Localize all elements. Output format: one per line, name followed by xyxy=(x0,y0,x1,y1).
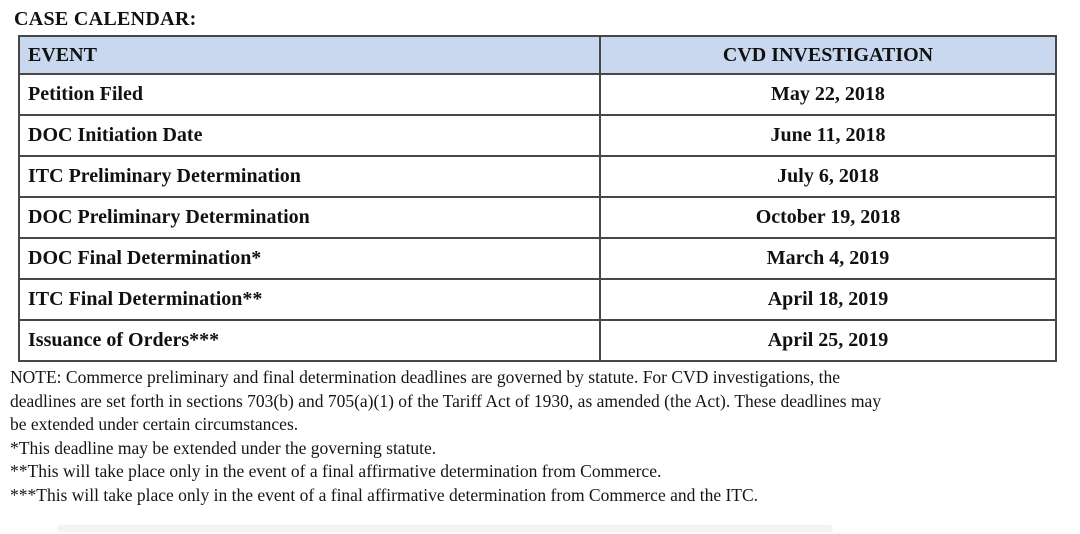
date-cell: June 11, 2018 xyxy=(600,115,1056,156)
table-header-row xyxy=(19,36,1056,74)
table-row xyxy=(19,115,1056,156)
date-cell: October 19, 2018 xyxy=(600,197,1056,238)
document-page xyxy=(0,8,1080,507)
event-cell: Issuance of Orders*** xyxy=(19,320,600,361)
footnote-triple-asterisk: ***This will take place only in the event of a final affirmative determination from Commerce and the ITC. xyxy=(10,484,759,505)
table-row xyxy=(19,197,1056,238)
note-line: NOTE: Commerce preliminary and final determination deadlines are governed by statute. For CVD investigations, the xyxy=(10,367,841,387)
case-calendar-table xyxy=(18,35,1057,362)
date-cell: April 18, 2019 xyxy=(600,279,1056,320)
horizontal-scrollbar[interactable] xyxy=(57,525,833,532)
date-cell: April 25, 2019 xyxy=(600,320,1056,361)
note-line: be extended under certain circumstances. xyxy=(10,414,299,434)
table-row xyxy=(19,320,1056,361)
date-cell: March 4, 2019 xyxy=(600,238,1056,279)
table-row xyxy=(19,279,1056,320)
column-header-event: EVENT xyxy=(19,36,600,74)
event-cell: DOC Preliminary Determination xyxy=(19,197,600,238)
column-header-cvd-investigation: CVD INVESTIGATION xyxy=(600,36,1056,74)
event-cell: ITC Final Determination** xyxy=(19,279,600,320)
event-cell: ITC Preliminary Determination xyxy=(19,156,600,197)
event-cell: Petition Filed xyxy=(19,74,600,115)
event-cell: DOC Initiation Date xyxy=(19,115,600,156)
table-row xyxy=(19,156,1056,197)
note-line: deadlines are set forth in sections 703(b) and 705(a)(1) of the Tariff Act of 1930, as amended (the Act). These deadlines may xyxy=(10,390,882,411)
date-cell: May 22, 2018 xyxy=(600,74,1056,115)
footnote-single-asterisk: *This deadline may be extended under the governing statute. xyxy=(10,437,437,458)
table-row xyxy=(19,238,1056,279)
footnote-double-asterisk: **This will take place only in the event of a final affirmative determination from Commerce. xyxy=(10,461,662,481)
date-cell: July 6, 2018 xyxy=(600,156,1056,197)
event-cell: DOC Final Determination* xyxy=(19,238,600,279)
notes-section xyxy=(10,366,1076,507)
page-title: CASE CALENDAR: xyxy=(14,8,197,30)
table-row xyxy=(19,74,1056,115)
